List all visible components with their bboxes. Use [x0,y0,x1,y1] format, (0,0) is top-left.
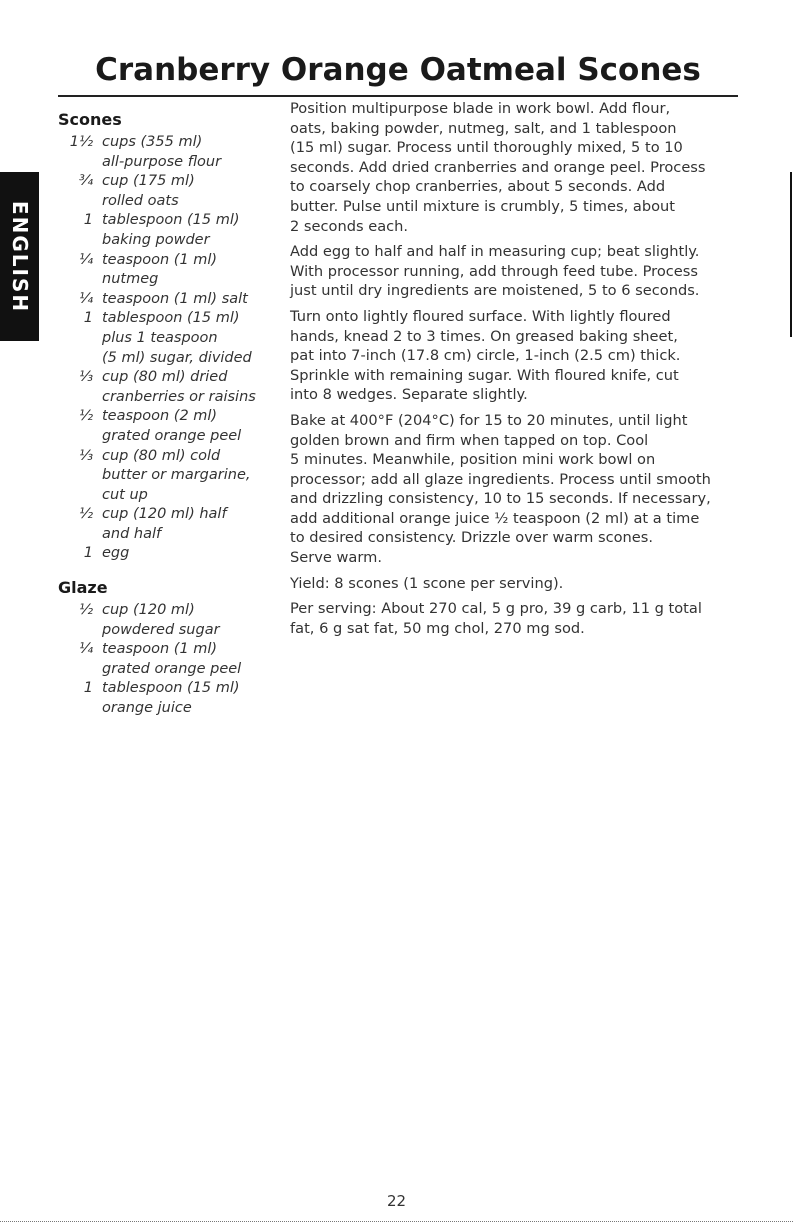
ingredient-text: cup (80 ml) dried cranberries or raisins [102,369,256,405]
ingredient-item [58,601,273,640]
ingredient-text: teaspoon (2 ml) grated orange peel [102,408,242,444]
ingredient-item [58,640,273,679]
directions-column [290,99,750,644]
ingredient-text: cup (120 ml) powdered sugar [102,602,220,638]
ingredient-quantity: ½ [78,408,93,425]
ingredient-text: cup (175 ml) rolled oats [102,173,195,209]
right-margin-rule [790,172,792,337]
ingredient-quantity: ¼ [78,641,93,658]
ingredient-quantity: ¼ [78,290,93,307]
ingredient-text: teaspoon (1 ml) grated orange peel [102,641,242,677]
ingredient-quantity: 1 [83,212,93,229]
ingredient-text: teaspoon (1 ml) nutmeg [102,251,218,288]
ingredient-quantity: ½ [78,602,93,619]
ingredient-quantity: ¼ [78,251,93,268]
glaze-ingredient-list [58,601,273,719]
direction-paragraph: Per serving: About 270 cal, 5 g pro, 39 g carb, 11 g total fat, 6 g sat fat, 50 mg chol, 270 mg sod. [290,600,702,637]
ingredient-text: egg [102,545,130,562]
ingredient-item [58,211,273,250]
direction-paragraph: Position multipurpose blade in work bowl. Add flour, oats, baking powder, nutmeg, salt, and 1 tablespoon (15 ml) sugar. Process until thoroughly mixed, 5 to 10 seconds. Add dried cranberries and orange peel. Process to coarsely chop cranberries, about 5 seconds. Add butter. Pulse until mixture is crumbly, 5 times, about 2 seconds each. [290,100,706,235]
ingredient-quantity: ¾ [78,173,93,190]
scones-heading: Scones [58,110,122,129]
ingredient-text: tablespoon (15 ml) orange juice [102,680,240,717]
bottom-divider [0,1221,793,1222]
ingredient-item [58,133,273,172]
ingredient-quantity: 1 [83,545,93,562]
glaze-heading: Glaze [58,578,108,598]
direction-paragraph: Bake at 400°F (204°C) for 15 to 20 minutes, until light golden brown and firm when tapped on top. Cool 5 minutes. Meanwhile, position mini work bowl on processor; add all glaze ingredients. Process until smooth and drizzling consistency, 10 to 15 seconds. If necessary, add additional orange juice ½ teaspoon (2 ml) at a time to desired consistency. Drizzle over warm scones. Serve warm. [290,411,711,567]
language-tab-label: ENGLISH [7,200,32,313]
recipe-title: Cranberry Orange Oatmeal Scones [95,52,701,88]
ingredient-item [58,505,273,544]
ingredient-text: cups (355 ml) all-purpose flour [102,134,222,170]
ingredient-text: cup (80 ml) cold butter or margarine, cut up [102,447,251,503]
ingredient-item [58,290,273,310]
ingredient-item [58,679,273,718]
direction-paragraph: Add egg to half and half in measuring cup; beat slightly. With processor running, add through feed tube. Process just until dry ingredients are moistened, 5 to 6 seconds. [290,243,700,300]
ingredient-quantity: 1 [83,680,93,697]
ingredient-item [58,368,273,407]
language-tab [0,172,39,341]
ingredient-quantity: ½ [78,506,93,523]
ingredient-quantity: ⅓ [78,369,93,386]
ingredients-column [58,110,273,719]
direction-paragraph: Turn onto lightly floured surface. With lightly floured hands, knead 2 to 3 times. On greased baking sheet, pat into 7-inch (17.8 cm) circle, 1-inch (2.5 cm) thick. Sprinkle with remaining sugar. With floured knife, cut into 8 wedges. Separate slightly. [290,307,681,404]
ingredient-quantity: 1 [83,310,93,327]
ingredient-item [58,251,273,290]
ingredient-text: teaspoon (1 ml) salt [102,290,248,307]
ingredient-item [58,544,273,564]
direction-paragraph: Yield: 8 scones (1 scone per serving). [290,574,564,592]
ingredient-text: tablespoon (15 ml) plus 1 teaspoon (5 ml) sugar, divided [102,310,252,366]
ingredient-quantity: ⅓ [78,447,93,464]
page-number: 22 [386,1192,407,1210]
ingredient-text: cup (120 ml) half and half [102,506,227,542]
ingredient-text: tablespoon (15 ml) baking powder [102,212,240,248]
ingredient-item [58,309,273,368]
ingredient-item [58,447,273,506]
ingredient-quantity: 1½ [69,134,93,150]
ingredient-item [58,172,273,211]
title-divider [58,95,738,97]
scones-ingredient-list [58,133,273,564]
ingredient-item [58,407,273,446]
